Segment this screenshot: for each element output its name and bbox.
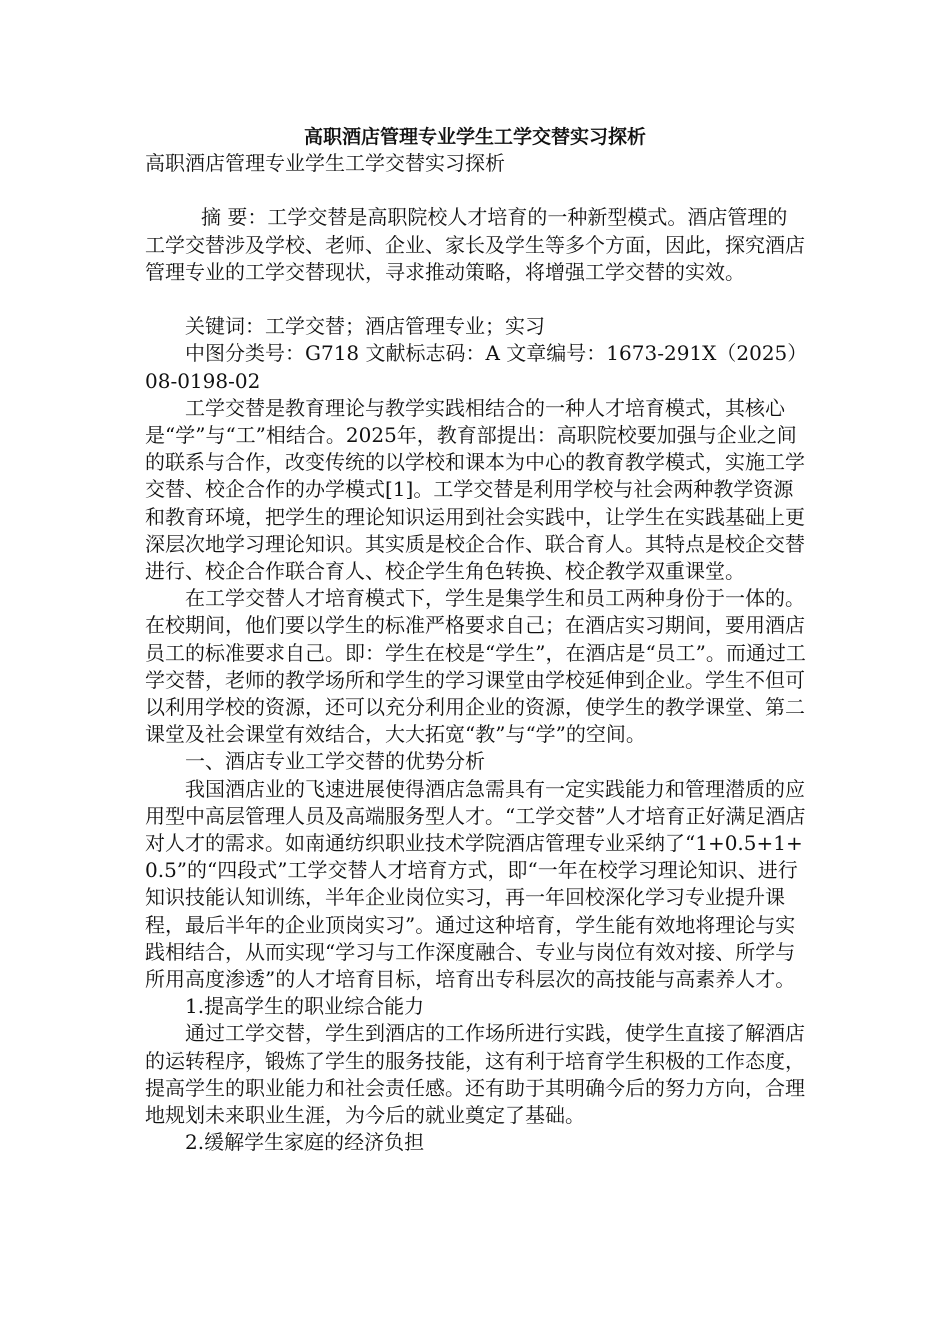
document-subtitle: 高职酒店管理专业学生工学交替实习探析 <box>145 151 505 175</box>
blank-line <box>145 286 807 313</box>
abstract-paragraph: 摘 要：工学交替是高职院校人才培育的一种新型模式。酒店管理的工学交替涉及学校、老师、企业、家长及学生等多个方面，因此，探究酒店管理专业的工学交替现状，寻求推动策略，将增强工学交替的实效。 <box>145 205 805 284</box>
document-title: 高职酒店管理专业学生工学交替实习探析 <box>303 126 646 148</box>
body-paragraph: 在工学交替人才培育模式下，学生是集学生和员工两种身份于一体的。在校期间，他们要以学生的标准严格要求自己；在酒店实习期间，要用酒店员工的标准要求自己。即：学生在校是“学生”，在酒店是“员工”。而通过工学交替，老师的教学场所和学生的学习课堂由学校延伸到企业。学生不但可以利用学校的资源，还可以充分利用企业的资源，使学生的教学课堂、第二课堂及社会课堂有效结合，大大拓宽“教”与“学”的空间。 <box>145 586 806 747</box>
blank-line <box>145 177 807 204</box>
subsection-heading: 1.提高学生的职业综合能力 <box>185 994 425 1019</box>
document-body <box>145 150 807 1156</box>
classification-line: 中图分类号：G718 文献标志码：A 文章编号：1673-291X（2025）08-0198-02 <box>145 341 798 393</box>
body-paragraph: 我国酒店业的飞速进展使得酒店急需具有一定实践能力和管理潜质的应用型中高层管理人员及高端服务型人才。“工学交替”人才培育正好满足酒店对人才的需求。如南通纺织职业技术学院酒店管理专业采纳了“1+0.5+1+0.5”的“四段式”工学交替人才培育方式，即“一年在校学习理论知识、进行知识技能认知训练，半年企业岗位实习，再一年回校深化学习专业提升课程，最后半年的企业顶岗实习”。通过这种培育，学生能有效地将理论与实践相结合，从而实现“学习与工作深度融合、专业与岗位有效对接、所学与所用高度渗透”的人才培育目标，培育出专科层次的高技能与高素养人才。 <box>145 776 806 992</box>
body-paragraph: 工学交替是教育理论与教学实践相结合的一种人才培育模式，其核心是“学”与“工”相结合。2025年，教育部提出：高职院校要加强与企业之间的联系与合作，改变传统的以学校和课本为中心的教育教学模式，实施工学交替、校企合作的办学模式[1]。工学交替是利用学校与社会两种教学资源和教育环境，把学生的理论知识运用到社会实践中，让学生在实践基础上更深层次地学习理论知识。其实质是校企合作、联合育人。其特点是校企交替进行、校企合作联合育人、校企学生角色转换、校企教学双重课堂。 <box>145 395 805 584</box>
section-heading: 一、酒店专业工学交替的优势分析 <box>185 749 485 774</box>
body-paragraph: 通过工学交替，学生到酒店的工作场所进行实践，使学生直接了解酒店的运转程序，锻炼了学生的服务技能，这有利于培育学生积极的工作态度，提高学生的职业能力和社会责任感。还有助于其明确今后的努力方向，合理地规划未来职业生涯，为今后的就业奠定了基础。 <box>145 1021 805 1128</box>
keywords-line: 关键词：工学交替；酒店管理专业；实习 <box>185 314 545 339</box>
subsection-heading: 2.缓解学生家庭的经济负担 <box>185 1130 425 1155</box>
